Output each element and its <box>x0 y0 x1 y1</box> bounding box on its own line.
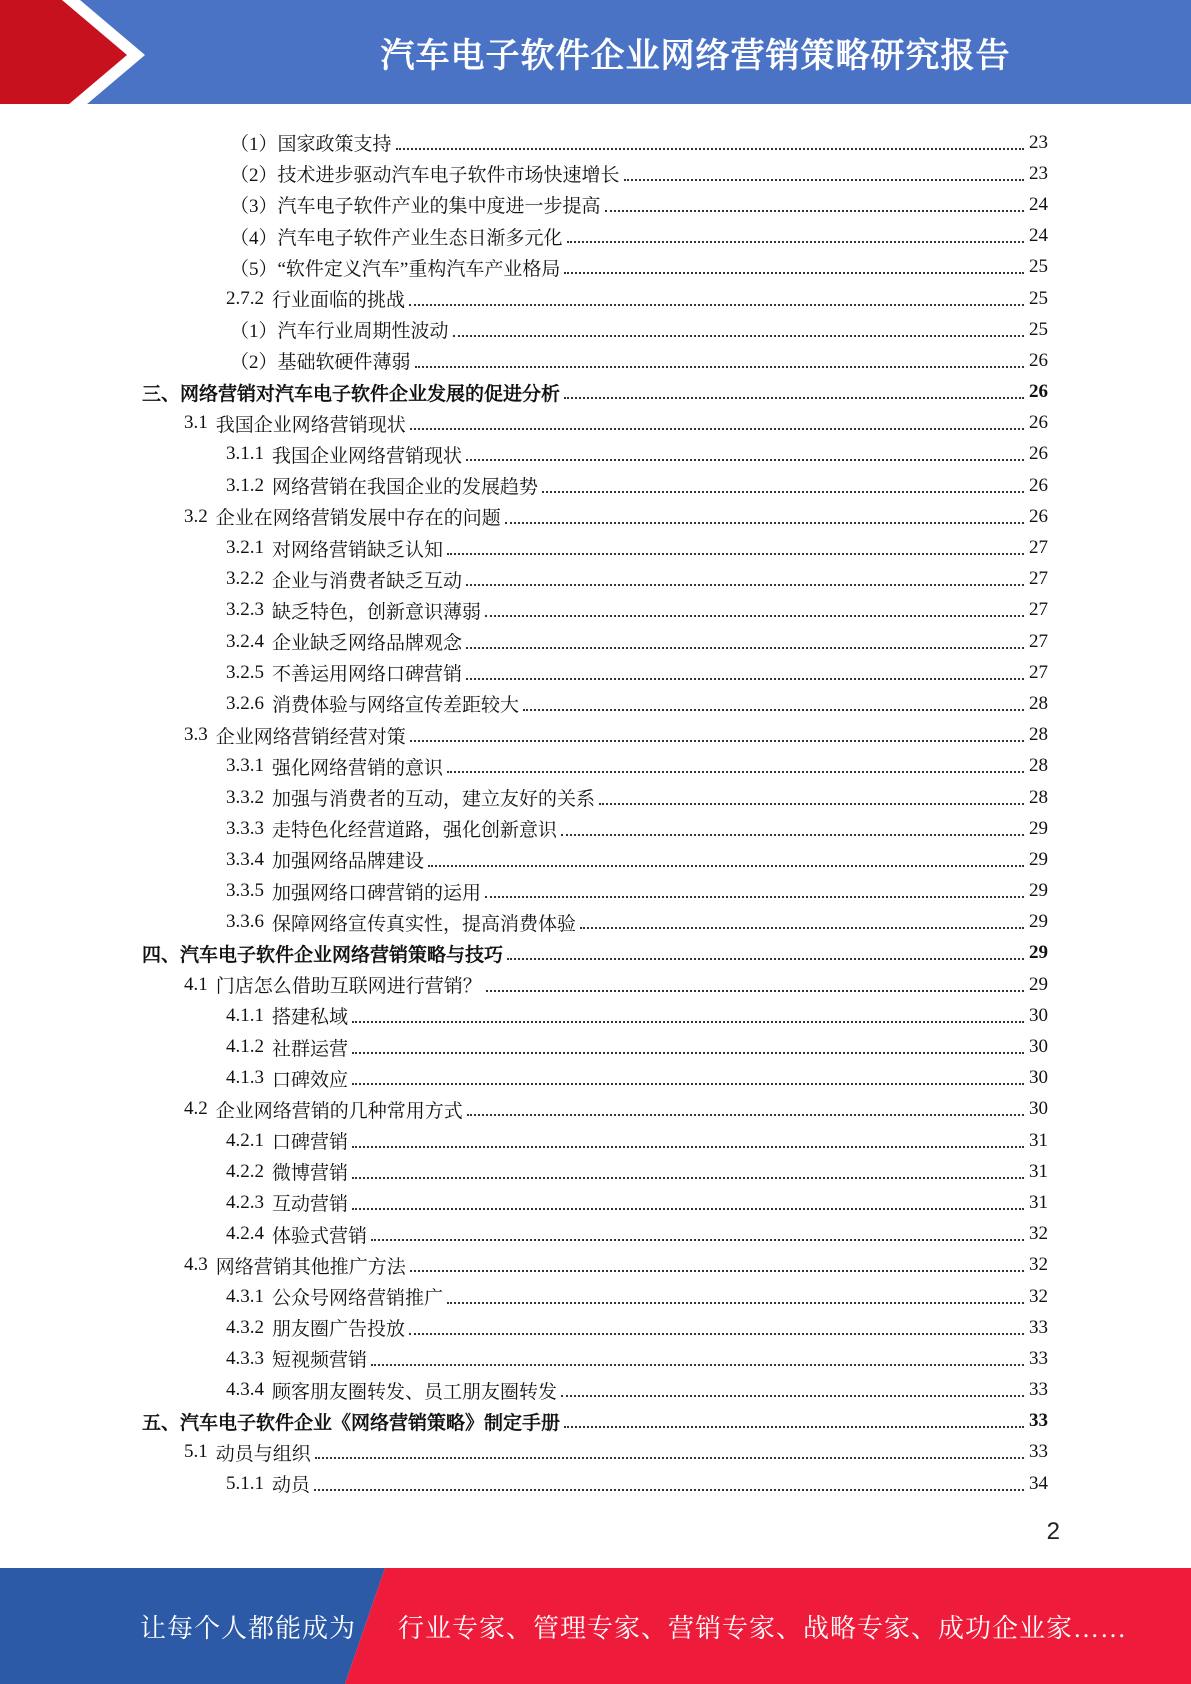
toc-dot-leader <box>352 1146 1024 1148</box>
toc-entry[interactable] <box>140 564 1048 595</box>
toc-entry-page: 26 <box>1029 474 1048 496</box>
toc-entry-title: 四、汽车电子软件企业网络营销策略与技巧 <box>142 944 504 966</box>
toc-entry-page: 33 <box>1029 1410 1048 1432</box>
toc-entry-number: 4.2.4 <box>226 1223 264 1245</box>
toc-entry-title: 门店怎么借助互联网进行营销？ <box>215 976 482 998</box>
toc-entry-page: 31 <box>1029 1129 1048 1151</box>
toc-entry[interactable] <box>140 1343 1048 1374</box>
toc-dot-leader <box>505 522 1024 524</box>
toc-dot-leader <box>352 1208 1024 1210</box>
toc-entry[interactable] <box>140 1437 1048 1468</box>
toc-entry-number: 3.2.1 <box>226 537 264 559</box>
toc-entry-title: 我国企业网络营销现状 <box>215 414 406 436</box>
toc-entry-page: 25 <box>1029 256 1048 278</box>
toc-dot-leader <box>466 584 1024 586</box>
toc-entry[interactable] <box>140 158 1048 189</box>
toc-entry-page: 27 <box>1029 630 1048 652</box>
toc-entry-number: 4.3.3 <box>226 1347 264 1369</box>
toc-entry-number: 3.3.5 <box>226 880 264 902</box>
toc-dot-leader <box>409 304 1024 306</box>
toc-entry[interactable] <box>140 1219 1048 1250</box>
toc-entry[interactable] <box>140 1406 1048 1437</box>
toc-entry-title: 互动营销 <box>272 1194 349 1216</box>
toc-dot-leader <box>567 241 1024 243</box>
toc-entry-page: 34 <box>1029 1472 1048 1494</box>
toc-entry[interactable] <box>140 1250 1048 1281</box>
page-footer <box>0 1568 1191 1684</box>
toc-entry-number: 3.1 <box>184 412 208 434</box>
toc-entry[interactable] <box>140 907 1048 938</box>
toc-entry-title: 企业网络营销的几种常用方式 <box>215 1100 463 1122</box>
toc-entry[interactable] <box>140 532 1048 563</box>
toc-entry-page: 29 <box>1029 817 1048 839</box>
toc-dot-leader <box>447 771 1024 773</box>
toc-entry-title: 微博营销 <box>272 1163 349 1185</box>
toc-entry-number: 4.1 <box>184 973 208 995</box>
toc-dot-leader <box>485 896 1024 898</box>
toc-dot-leader <box>352 1052 1024 1054</box>
toc-entry-number: 3.2.4 <box>226 630 264 652</box>
toc-entry-title: 企业在网络营销发展中存在的问题 <box>215 508 501 530</box>
toc-dot-leader <box>485 615 1024 617</box>
toc-entry-page: 32 <box>1029 1285 1048 1307</box>
toc-entry-number: 3.1.2 <box>226 474 264 496</box>
toc-dot-leader <box>564 397 1024 399</box>
toc-entry-title: 口碑营销 <box>272 1132 349 1154</box>
toc-entry-number: 2.7.2 <box>226 287 264 309</box>
toc-entry-title: 顾客朋友圈转发、员工朋友圈转发 <box>272 1381 558 1403</box>
toc-entry-number: 4.2.3 <box>226 1191 264 1213</box>
toc-entry-page: 24 <box>1029 193 1048 215</box>
toc-dot-leader <box>447 553 1024 555</box>
toc-entry-title: 三、网络营销对汽车电子软件企业发展的促进分析 <box>142 383 561 405</box>
toc-entry-page: 23 <box>1029 131 1048 153</box>
toc-dot-leader <box>561 834 1024 836</box>
toc-dot-leader <box>410 428 1024 430</box>
toc-dot-leader <box>564 272 1024 274</box>
toc-dot-leader <box>580 927 1024 929</box>
toc-entry[interactable] <box>140 876 1048 907</box>
toc-dot-leader <box>605 210 1024 212</box>
toc-entry-page: 25 <box>1029 318 1048 340</box>
toc-entry-page: 33 <box>1029 1347 1048 1369</box>
toc-entry[interactable] <box>140 189 1048 220</box>
toc-entry-title: 搭建私域 <box>272 1007 349 1029</box>
toc-entry-title: 五、汽车电子软件企业《网络营销策略》制定手册 <box>142 1412 561 1434</box>
toc-dot-leader <box>486 990 1024 992</box>
toc-entry-number: 4.3.1 <box>226 1285 264 1307</box>
footer-slogan-left: 让每个人都能成为 <box>140 1613 357 1643</box>
toc-dot-leader <box>466 678 1024 680</box>
toc-dot-leader <box>410 740 1024 742</box>
toc-entry[interactable] <box>140 1156 1048 1187</box>
toc-entry[interactable] <box>140 345 1048 376</box>
toc-entry-page: 32 <box>1029 1223 1048 1245</box>
toc-entry-page: 30 <box>1029 1036 1048 1058</box>
toc-entry[interactable] <box>140 1063 1048 1094</box>
toc-entry-number: 4.2.2 <box>226 1160 264 1182</box>
toc-entry-title: 网络营销在我国企业的发展趋势 <box>272 477 539 499</box>
toc-entry-title: 动员 <box>272 1475 311 1497</box>
toc-entry-page: 29 <box>1029 942 1048 964</box>
toc-dot-leader <box>428 865 1024 867</box>
toc-dot-leader <box>371 1364 1024 1366</box>
toc-entry-number: 5.1.1 <box>226 1472 264 1494</box>
footer-slogan-right: 行业专家、管理专家、营销专家、战略专家、成功企业家…… <box>398 1613 1128 1643</box>
toc-entry-page: 26 <box>1029 349 1048 371</box>
toc-entry-title: 对网络营销缺乏认知 <box>272 539 444 561</box>
toc-entry-number: 3.3.6 <box>226 911 264 933</box>
toc-entry-page: 33 <box>1029 1316 1048 1338</box>
toc-entry[interactable] <box>140 1125 1048 1156</box>
toc-entry-title: 我国企业网络营销现状 <box>272 445 463 467</box>
toc-entry-title: 不善运用网络口碑营销 <box>272 664 463 686</box>
toc-dot-leader <box>507 958 1024 960</box>
toc-entry[interactable] <box>140 751 1048 782</box>
toc-entry-number: 4.1.3 <box>226 1067 264 1089</box>
toc-entry[interactable] <box>140 1031 1048 1062</box>
toc-entry[interactable] <box>140 720 1048 751</box>
toc-entry-page: 28 <box>1029 786 1048 808</box>
toc-entry-number: 5.1 <box>184 1441 208 1463</box>
toc-dot-leader <box>352 1177 1024 1179</box>
toc-entry-title: 走特色化经营道路，强化创新意识 <box>272 820 558 842</box>
toc-entry-page: 28 <box>1029 755 1048 777</box>
toc-entry-number: 4.2 <box>184 1098 208 1120</box>
toc-entry-title: 公众号网络营销推广 <box>272 1288 444 1310</box>
toc-entry[interactable] <box>140 501 1048 532</box>
toc-entry-page: 28 <box>1029 692 1048 714</box>
toc-entry-title: 口碑效应 <box>272 1069 349 1091</box>
toc-entry-title: 社群运营 <box>272 1038 349 1060</box>
toc-dot-leader <box>467 1114 1024 1116</box>
toc-entry[interactable] <box>140 1375 1048 1406</box>
toc-entry-number: 3.3 <box>184 724 208 746</box>
toc-entry-title: 朋友圈广告投放 <box>272 1319 406 1341</box>
toc-entry[interactable] <box>140 470 1048 501</box>
toc-dot-leader <box>466 647 1024 649</box>
toc-entry-number: 4.3.2 <box>226 1316 264 1338</box>
toc-entry-title: 加强与消费者的互动，建立友好的关系 <box>272 789 596 811</box>
toc-entry-title: 企业与消费者缺乏互动 <box>272 570 463 592</box>
toc-entry-title: 网络营销其他推广方法 <box>215 1256 406 1278</box>
toc-entry-page: 29 <box>1029 973 1048 995</box>
toc-entry-title: 加强网络口碑营销的运用 <box>272 882 482 904</box>
toc-entry-page: 26 <box>1029 443 1048 465</box>
toc-entry[interactable] <box>140 782 1048 813</box>
toc-entry-page: 31 <box>1029 1191 1048 1213</box>
toc-entry[interactable] <box>140 283 1048 314</box>
toc-dot-leader <box>352 1083 1024 1085</box>
toc-entry[interactable] <box>140 252 1048 283</box>
toc-entry-number: 3.2.2 <box>226 568 264 590</box>
toc-entry-number: 3.3.4 <box>226 848 264 870</box>
toc-entry[interactable] <box>140 938 1048 969</box>
toc-entry-page: 28 <box>1029 724 1048 746</box>
toc-entry-number: 4.1.1 <box>226 1004 264 1026</box>
toc-entry-title: 企业网络营销经营对策 <box>215 726 406 748</box>
toc-entry[interactable] <box>140 969 1048 1000</box>
table-of-contents <box>140 127 1048 1499</box>
toc-entry-number: 3.2.3 <box>226 599 264 621</box>
toc-entry[interactable] <box>140 314 1048 345</box>
toc-entry-title: （1）汽车行业周期性波动 <box>230 321 449 343</box>
toc-entry-number: 3.3.1 <box>226 755 264 777</box>
toc-dot-leader <box>542 491 1024 493</box>
toc-entry-page: 30 <box>1029 1004 1048 1026</box>
page-header <box>0 0 1191 110</box>
toc-entry-title: （2）基础软硬件薄弱 <box>230 352 411 374</box>
toc-entry-page: 23 <box>1029 162 1048 184</box>
header-title: 汽车电子软件企业网络营销策略研究报告 <box>380 35 1011 76</box>
toc-entry[interactable] <box>140 127 1048 158</box>
toc-dot-leader <box>564 1426 1024 1428</box>
toc-entry-page: 24 <box>1029 225 1048 247</box>
toc-entry[interactable] <box>140 1094 1048 1125</box>
toc-entry[interactable] <box>140 1000 1048 1031</box>
toc-entry-page: 29 <box>1029 848 1048 870</box>
toc-entry-page: 27 <box>1029 537 1048 559</box>
toc-entry-title: 企业缺乏网络品牌观念 <box>272 633 463 655</box>
toc-entry-title: （2）技术进步驱动汽车电子软件市场快速增长 <box>230 165 620 187</box>
toc-entry-page: 26 <box>1029 505 1048 527</box>
toc-entry[interactable] <box>140 408 1048 439</box>
toc-dot-leader <box>599 803 1024 805</box>
toc-dot-leader <box>371 1239 1024 1241</box>
toc-entry-title: 体验式营销 <box>272 1225 368 1247</box>
toc-entry[interactable] <box>140 1187 1048 1218</box>
toc-entry-number: 3.2.5 <box>226 661 264 683</box>
toc-entry[interactable] <box>140 377 1048 408</box>
toc-entry-page: 31 <box>1029 1160 1048 1182</box>
toc-entry-title: （1）国家政策支持 <box>230 134 392 156</box>
toc-dot-leader <box>352 1021 1024 1023</box>
page-number: 2 <box>1046 1518 1060 1545</box>
toc-entry-number: 3.3.3 <box>226 817 264 839</box>
toc-entry-page: 33 <box>1029 1441 1048 1463</box>
toc-entry-page: 27 <box>1029 599 1048 621</box>
toc-entry-page: 30 <box>1029 1098 1048 1120</box>
toc-entry[interactable] <box>140 1281 1048 1312</box>
toc-dot-leader <box>315 1457 1024 1459</box>
toc-entry[interactable] <box>140 688 1048 719</box>
toc-entry-number: 4.3.4 <box>226 1379 264 1401</box>
toc-entry-number: 3.2.6 <box>226 692 264 714</box>
toc-entry-title: （4）汽车电子软件产业生态日渐多元化 <box>230 227 563 249</box>
toc-entry-number: 3.1.1 <box>226 443 264 465</box>
toc-entry-page: 29 <box>1029 911 1048 933</box>
toc-dot-leader <box>466 459 1024 461</box>
toc-entry-page: 27 <box>1029 568 1048 590</box>
toc-dot-leader <box>561 1395 1024 1397</box>
toc-entry-page: 30 <box>1029 1067 1048 1089</box>
toc-dot-leader <box>415 366 1024 368</box>
toc-entry-page: 32 <box>1029 1254 1048 1276</box>
toc-dot-leader <box>314 1489 1024 1491</box>
toc-entry-page: 26 <box>1029 381 1048 403</box>
toc-entry-page: 29 <box>1029 880 1048 902</box>
toc-entry-title: 短视频营销 <box>272 1350 368 1372</box>
toc-entry-title: （3）汽车电子软件产业的集中度进一步提高 <box>230 196 601 218</box>
toc-entry-title: （5）“软件定义汽车”重构汽车产业格局 <box>230 258 561 280</box>
toc-entry-page: 26 <box>1029 412 1048 434</box>
toc-entry[interactable] <box>140 1312 1048 1343</box>
toc-entry-page: 33 <box>1029 1379 1048 1401</box>
toc-dot-leader <box>523 709 1024 711</box>
toc-dot-leader <box>453 335 1024 337</box>
toc-entry-page: 25 <box>1029 287 1048 309</box>
toc-entry-number: 4.2.1 <box>226 1129 264 1151</box>
toc-entry-number: 4.1.2 <box>226 1036 264 1058</box>
toc-entry[interactable] <box>140 221 1048 252</box>
toc-entry[interactable] <box>140 439 1048 470</box>
toc-entry-number: 4.3 <box>184 1254 208 1276</box>
toc-dot-leader <box>396 148 1024 150</box>
toc-entry[interactable] <box>140 813 1048 844</box>
toc-entry[interactable] <box>140 595 1048 626</box>
toc-dot-leader <box>447 1302 1024 1304</box>
toc-entry-number: 3.3.2 <box>226 786 264 808</box>
toc-entry-title: 动员与组织 <box>215 1443 311 1465</box>
toc-dot-leader <box>409 1333 1024 1335</box>
toc-entry-title: 行业面临的挑战 <box>272 290 406 312</box>
toc-entry[interactable] <box>140 626 1048 657</box>
toc-entry-title: 加强网络品牌建设 <box>272 851 425 873</box>
toc-entry-number: 3.2 <box>184 505 208 527</box>
toc-entry[interactable] <box>140 1468 1048 1499</box>
toc-entry-title: 消费体验与网络宣传差距较大 <box>272 695 520 717</box>
toc-dot-leader <box>624 179 1024 181</box>
toc-dot-leader <box>410 1270 1024 1272</box>
toc-entry-page: 27 <box>1029 661 1048 683</box>
toc-entry-title: 保障网络宣传真实性，提高消费体验 <box>272 913 577 935</box>
toc-entry-title: 缺乏特色，创新意识薄弱 <box>272 601 482 623</box>
toc-entry-title: 强化网络营销的意识 <box>272 757 444 779</box>
toc-entry[interactable] <box>140 844 1048 875</box>
toc-entry[interactable] <box>140 657 1048 688</box>
